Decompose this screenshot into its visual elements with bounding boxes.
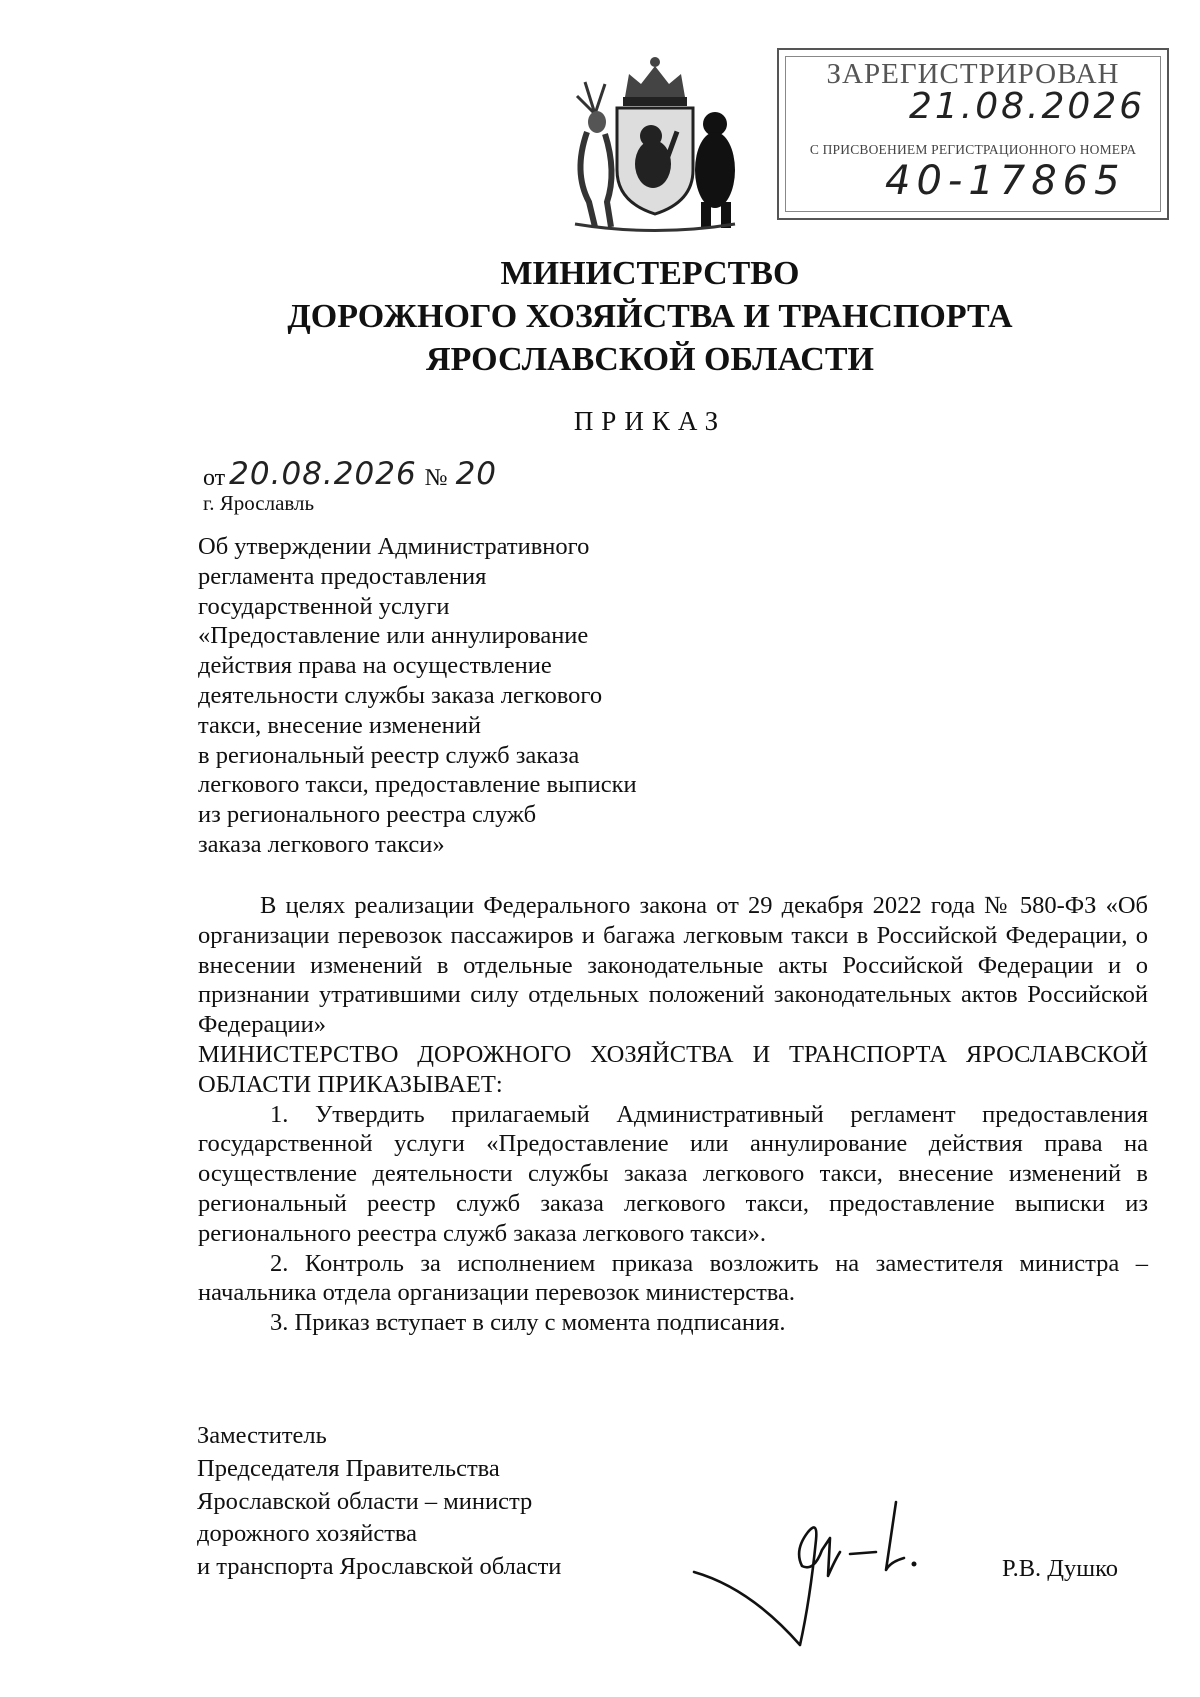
order-subject [198,532,637,860]
subject-line: действия права на осуществление [198,652,552,680]
stamp-title: ЗАРЕГИСТРИРОВАН [826,58,1120,90]
signer-position-line: Ярославской области – министр [197,1487,533,1515]
ministry-name [0,252,1200,381]
subject-line: деятельности службы заказа легкового [198,681,603,709]
signer-position [197,1420,561,1584]
directive-paragraph: МИНИСТЕРСТВО ДОРОЖНОГО ХОЗЯЙСТВА И ТРАНСПОРТА ЯРОСЛАВСКОЙ ОБЛАСТИ ПРИКАЗЫВАЕТ: [198,1040,1148,1098]
preamble-paragraph: В целях реализации Федерального закона от 29 декабря 2022 года № 580-ФЗ «Об организации перевозок пассажиров и багажа легковым такси в Российской Федерации, о внесении изменений в отдельные законодательные акты Российской Федерации и о признании утратившими силу отдельных положений законодательных актов Российской Федерации» [198,892,1148,1039]
registration-stamp [777,48,1169,220]
signer-position-line: Заместитель [197,1422,327,1449]
order-item: 1. Утвердить прилагаемый Административный регламент предоставления государственной услуги «Предоставление или аннулирование действия права на осуществление деятельности службы заказа легкового такси, внесение изменений в региональный реестр служб заказа легкового такси, предоставление выписки из регионального реестра служб заказа легкового такси». [198,1100,1148,1247]
order-date: 20.08.2026 [229,456,417,492]
subject-line: «Предоставление или аннулирование [198,622,589,650]
subject-line: регламента предоставления [198,562,487,590]
signer-name: Р.В. Душко [1002,1555,1119,1582]
subject-line: такси, внесение изменений [198,711,481,739]
signer-position-line: дорожного хозяйства [197,1520,418,1548]
document-type-title: ПРИКАЗ [573,406,727,436]
subject-line: заказа легкового такси» [198,830,445,858]
signer-position-line: Председателя Правительства [197,1454,500,1482]
order-city: г. Ярославль [203,491,315,515]
ministry-line: МИНИСТЕРСТВО [500,255,800,292]
date-prefix: от [203,465,226,491]
stamp-assignment-line: С ПРИСВОЕНИЕМ РЕГИСТРАЦИОННОГО НОМЕРА [809,142,1137,157]
stamp-registration-number: 40-17865 [885,158,1126,204]
subject-line: из регионального реестра служб [198,801,537,829]
order-date-number-line [203,452,497,492]
number-prefix: № [424,465,448,491]
signer-position-line: и транспорта Ярославской области [197,1553,562,1581]
subject-line: Об утверждении Административного [198,533,590,560]
handwritten-signature [690,1480,950,1650]
ministry-line: ДОРОЖНОГО ХОЗЯЙСТВА И ТРАНСПОРТА [287,298,1013,335]
order-body [198,891,1148,1338]
stamp-date: 21.08.2026 [909,86,1146,127]
subject-line: легкового такси, предоставление выписки [198,771,637,799]
coat-of-arms-emblem [555,52,755,232]
order-item: 3. Приказ вступает в силу с момента подписания. [270,1309,786,1337]
subject-line: в региональный реестр служб заказа [198,741,580,769]
ministry-line: ЯРОСЛАВСКОЙ ОБЛАСТИ [426,341,874,378]
order-number: 20 [455,456,498,492]
subject-line: государственной услуги [198,592,450,620]
order-item: 2. Контроль за исполнением приказа возложить на заместителя министра – начальника отдела организации перевозок министерства. [198,1249,1148,1307]
